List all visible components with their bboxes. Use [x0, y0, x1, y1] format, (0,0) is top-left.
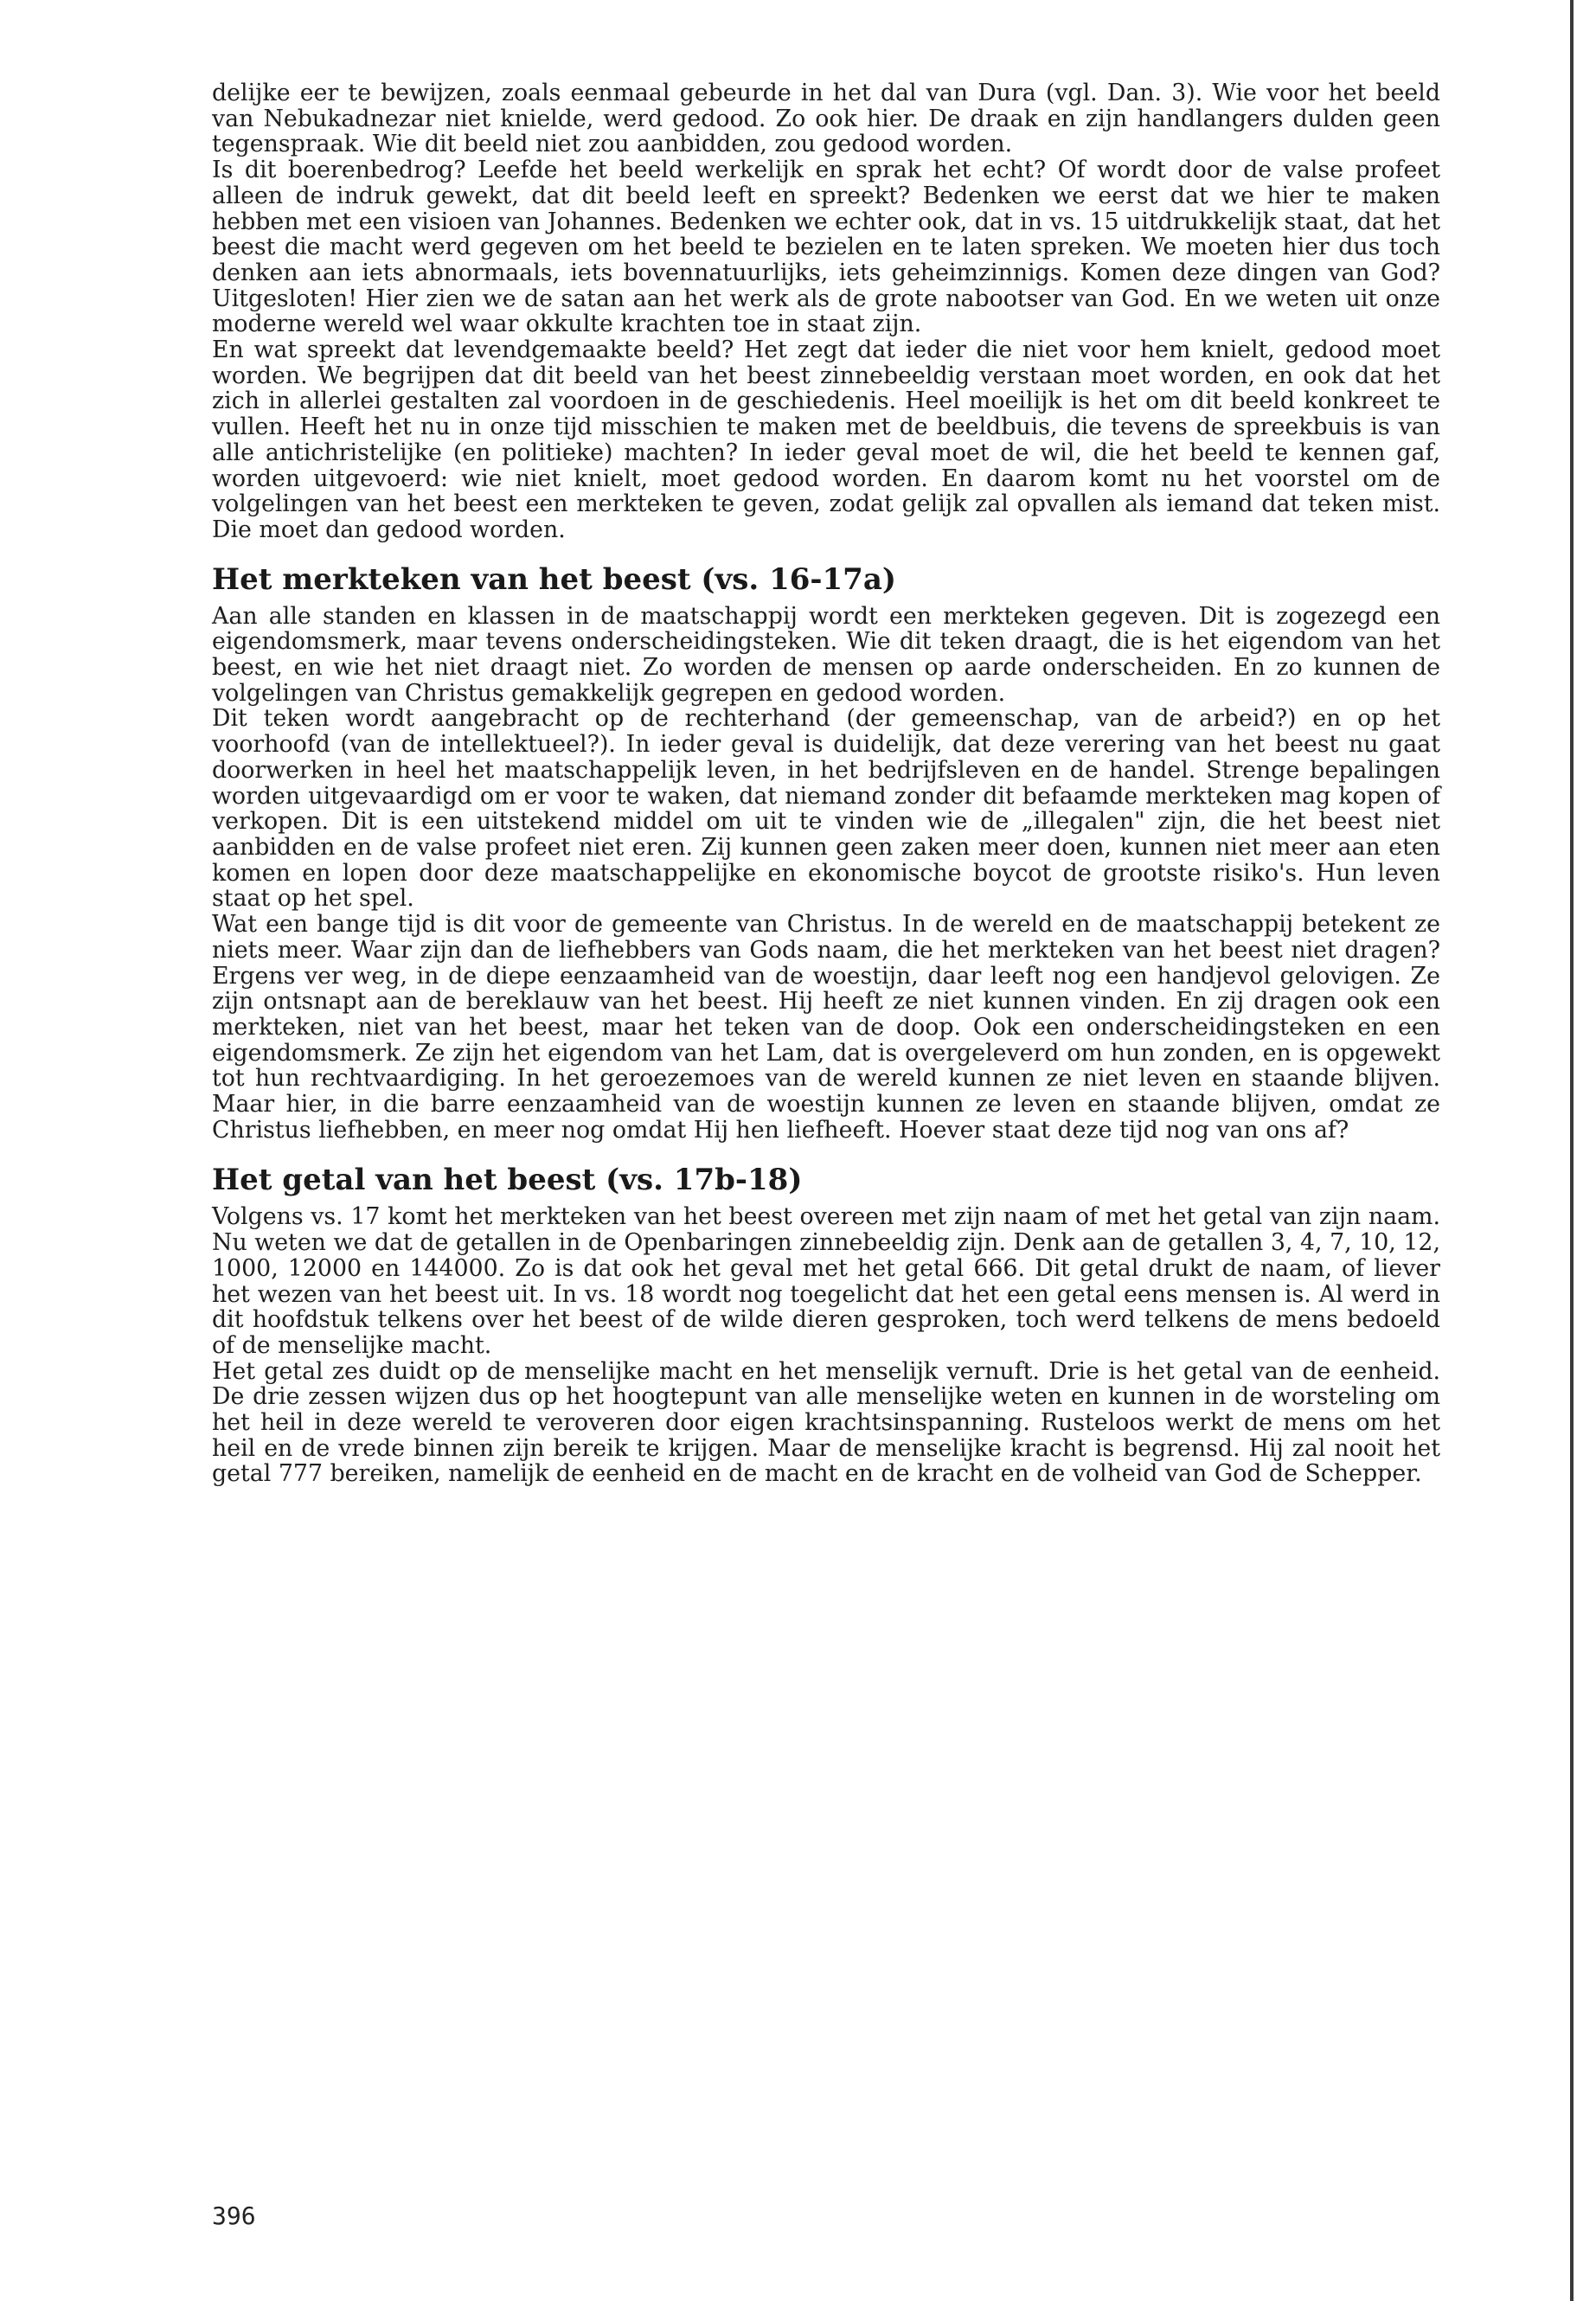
paragraph: Dit teken wordt aangebracht op de rechterhand (der gemeenschap, van de arbeid?) en op het voorhoofd (van de intellektueel?). In ieder geval is duidelijk, dat deze verering van het beest nu gaat doorwerken in heel het maatschappelijk leven, in het bedrijfsleven en de handel. Strenge bepalingen worden uitgevaardigd om er voor te waken, dat niemand zonder dit befaamde merkteken mag kopen of verkopen. Dit is een uitstekend middel om uit te vinden wie de „illegalen" zijn, die het beest niet aanbidden en de valse profeet niet eren. Zij kunnen geen zaken meer doen, kunnen niet meer aan eten komen en lopen door deze maatschappelijke en ekonomische boycot de grootste risiko's. Hun leven staat op het spel.: [212, 705, 1440, 913]
section-heading-merkteken: Het merkteken van het beest (vs. 16-17a): [212, 561, 896, 597]
page-number: 396: [212, 2202, 256, 2230]
paragraph: Is dit boerenbedrog? Leefde het beeld werkelijk en sprak het echt? Of wordt door de valse profeet alleen de indruk gewekt, dat dit beeld leeft en spreekt? Bedenken we eerst dat we hier te maken hebben met een visioen van Johannes. Bedenken we echter ook, dat in vs. 15 uitdrukkelijk staat, dat het beest die macht werd gegeven om het beeld te bezielen en te laten spreken. We moeten hier dus toch denken aan iets abnormaals, iets bovennatuurlijks, iets geheimzinnigs. Komen deze dingen van God? Uitgesloten! Hier zien we de satan aan het werk als de grote nabootser van God. En we weten uit onze moderne wereld wel waar okkulte krachten toe in staat zijn.: [212, 157, 1440, 338]
page-edge-line: [1570, 0, 1574, 2301]
paragraph: Wat een bange tijd is dit voor de gemeente van Christus. In de wereld en de maatschappij betekent ze niets meer. Waar zijn dan de liefhebbers van Gods naam, die het merkteken van het beest niet dragen? Ergens ver weg, in de diepe eenzaamheid van de woestijn, daar leeft nog een handjevol gelovigen. Ze zijn ontsnapt aan de bereklauw van het beest. Hij heeft ze niet kunnen vinden. En zij dragen ook een merkteken, niet van het beest, maar het teken van de doop. Ook een onderscheidingsteken en een eigendomsmerk. Ze zijn het eigendom van het Lam, dat is overgeleverd om hun zonden, en is opgewekt tot hun rechtvaardiging. In het geroezemoes van de wereld kunnen ze niet leven en staande blijven. Maar hier, in die barre eenzaamheid van de woestijn kunnen ze leven en staande blijven, omdat ze Christus liefhebben, en meer nog omdat Hij hen liefheeft. Hoever staat deze tijd nog van ons af?: [212, 911, 1440, 1144]
paragraph: En wat spreekt dat levendgemaakte beeld? Het zegt dat ieder die niet voor hem knielt, gedood moet worden. We begrijpen dat dit beeld van het beest zinnebeeldig verstaan moet worden, en ook dat het zich in allerlei gestalten zal voordoen in de geschiedenis. Heel moeilijk is het om dit beeld konkreet te vullen. Heeft het nu in onze tijd misschien te maken met de beeldbuis, die tevens de spreekbuis is van alle antichristelijke (en politieke) machten? In ieder geval moet de wil, die het beeld te kennen gaf, worden uitgevoerd: wie niet knielt, moet gedood worden. En daarom komt nu het voorstel om de volgelingen van het beest een merkteken te geven, zodat gelijk zal opvallen als iemand dat teken mist. Die moet dan gedood worden.: [212, 336, 1440, 543]
section-heading-getal: Het getal van het beest (vs. 17b-18): [212, 1163, 803, 1198]
paragraph: Volgens vs. 17 komt het merkteken van het beest overeen met zijn naam of met het getal van zijn naam. Nu weten we dat de getallen in de Openbaringen zinnebeeldig zijn. Denk aan de getallen 3, 4, 7, 10, 12, 1000, 12000 en 144000. Zo is dat ook het geval met het getal 666. Dit getal drukt de naam, of liever het wezen van het beest uit. In vs. 18 wordt nog toegelicht dat het een getal eens mensen is. Al werd in dit hoofdstuk telkens over het beest of de wilde dieren gesproken, toch werd telkens de mens bedoeld of de menselijke macht.: [212, 1203, 1440, 1359]
paragraph: Aan alle standen en klassen in de maatschappij wordt een merkteken gegeven. Dit is zogezegd een eigendomsmerk, maar tevens onderscheidingsteken. Wie dit teken draagt, die is het eigendom van het beest, en wie het niet draagt niet. Zo worden de mensen op aarde onderscheiden. En zo kunnen de volgelingen van Christus gemakkelijk gegrepen en gedood worden.: [212, 602, 1440, 707]
document-body: [212, 80, 1440, 1487]
paragraph: delijke eer te bewijzen, zoals eenmaal gebeurde in het dal van Dura (vgl. Dan. 3). Wie voor het beeld van Nebukadnezar niet knielde, werd gedood. Zo ook hier. De draak en zijn handlangers dulden geen tegenspraak. Wie dit beeld niet zou aanbidden, zou gedood worden.: [212, 80, 1440, 158]
paragraph: Het getal zes duidt op de menselijke macht en het menselijk vernuft. Drie is het getal van de eenheid. De drie zessen wijzen dus op het hoogtepunt van alle menselijke weten en kunnen in de worsteling om het heil in deze wereld te veroveren door eigen krachtsinspanning. Rusteloos werkt de mens om het heil en de vrede binnen zijn bereik te krijgen. Maar de menselijke kracht is begrensd. Hij zal nooit het getal 777 bereiken, namelijk de eenheid en de macht en de kracht en de volheid van God de Schepper.: [212, 1357, 1440, 1488]
